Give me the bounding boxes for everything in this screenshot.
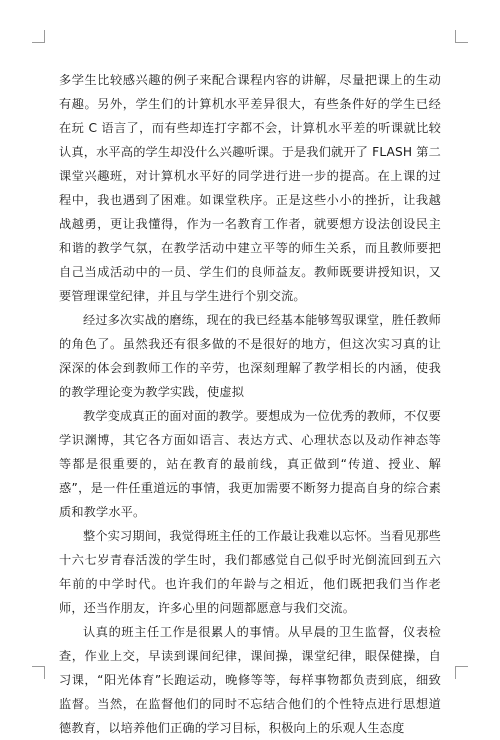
paragraph-5: 认真的班主任工作是很累人的事情。从早晨的卫生监督，仪表检查，作业上交，早读到课间纪律，课间操，课堂纪律，眼保健操，自习课，“阳光体育”长跑运动，晚修等等，每样事物都负责到底，细致监督。当然，在监督他们的同时不忘结合他们的个性特点进行思想道德教育，以培养他们正确的学习目标，积极向上的乐观人生态度 [59,625,441,735]
crop-mark-top-right [455,30,468,43]
crop-mark-top-left [32,30,45,43]
paragraph-4: 整个实习期间，我觉得班主任的工作最让我难以忘怀。当看见那些十六七岁青春活泼的学生时，我们都感觉自己似乎时光倒流回到五六年前的中学时代。也许我们的年龄与之相近，他们既把我们当作老师，还当作朋友，许多心里的问题都愿意与我们交流。 [59,529,441,615]
paragraph-2: 经过多次实战的磨练，现在的我已经基本能够驾驭课堂，胜任教师的角色了。虽然我还有很多做的不是很好的地方，但这次实习真的让深深的体会到教师工作的辛劳，也深刻理解了教学相长的内涵，使我的教学理论变为教学实践，使虚拟 [59,313,441,399]
crop-mark-bottom-right [455,666,468,679]
crop-mark-bottom-left [32,666,45,679]
document-body [59,68,441,740]
paragraph-3: 教学变成真正的面对面的教学。要想成为一位优秀的教师，不仅要学识渊博，其它各方面如语言、表达方式、心理状态以及动作神态等等都是很重要的，站在教育的最前线，真正做到“传道、授业、解惑”，是一件任重道远的事情，我更加需要不断努力提高自身的综合素质和教学水平。 [59,409,441,519]
paragraph-1: 多学生比较感兴趣的例子来配合课程内容的讲解，尽量把课上的生动有趣。另外，学生们的计算机水平差异很大，有些条件好的学生已经在玩 C 语言了，而有些却连打字都不会，计算机水平差的听课就比较认真，水平高的学生却没什么兴趣听课。于是我们就开了 FLASH 第二课堂兴趣班，对计算机水平好的同学进行进一步的提高。在上课的过程中，我也遇到了困难。如课堂秩序。正是这些小小的挫折，让我越战越勇，更让我懂得，作为一名教育工作者，就要想方设法创设民主和谐的教学气氛，在教学活动中建立平等的师生关系，而且教师要把自己当成活动中的一员、学生们的良师益友。教师既要讲授知识，又要管理课堂纪律，并且与学生进行个别交流。 [59,73,441,303]
